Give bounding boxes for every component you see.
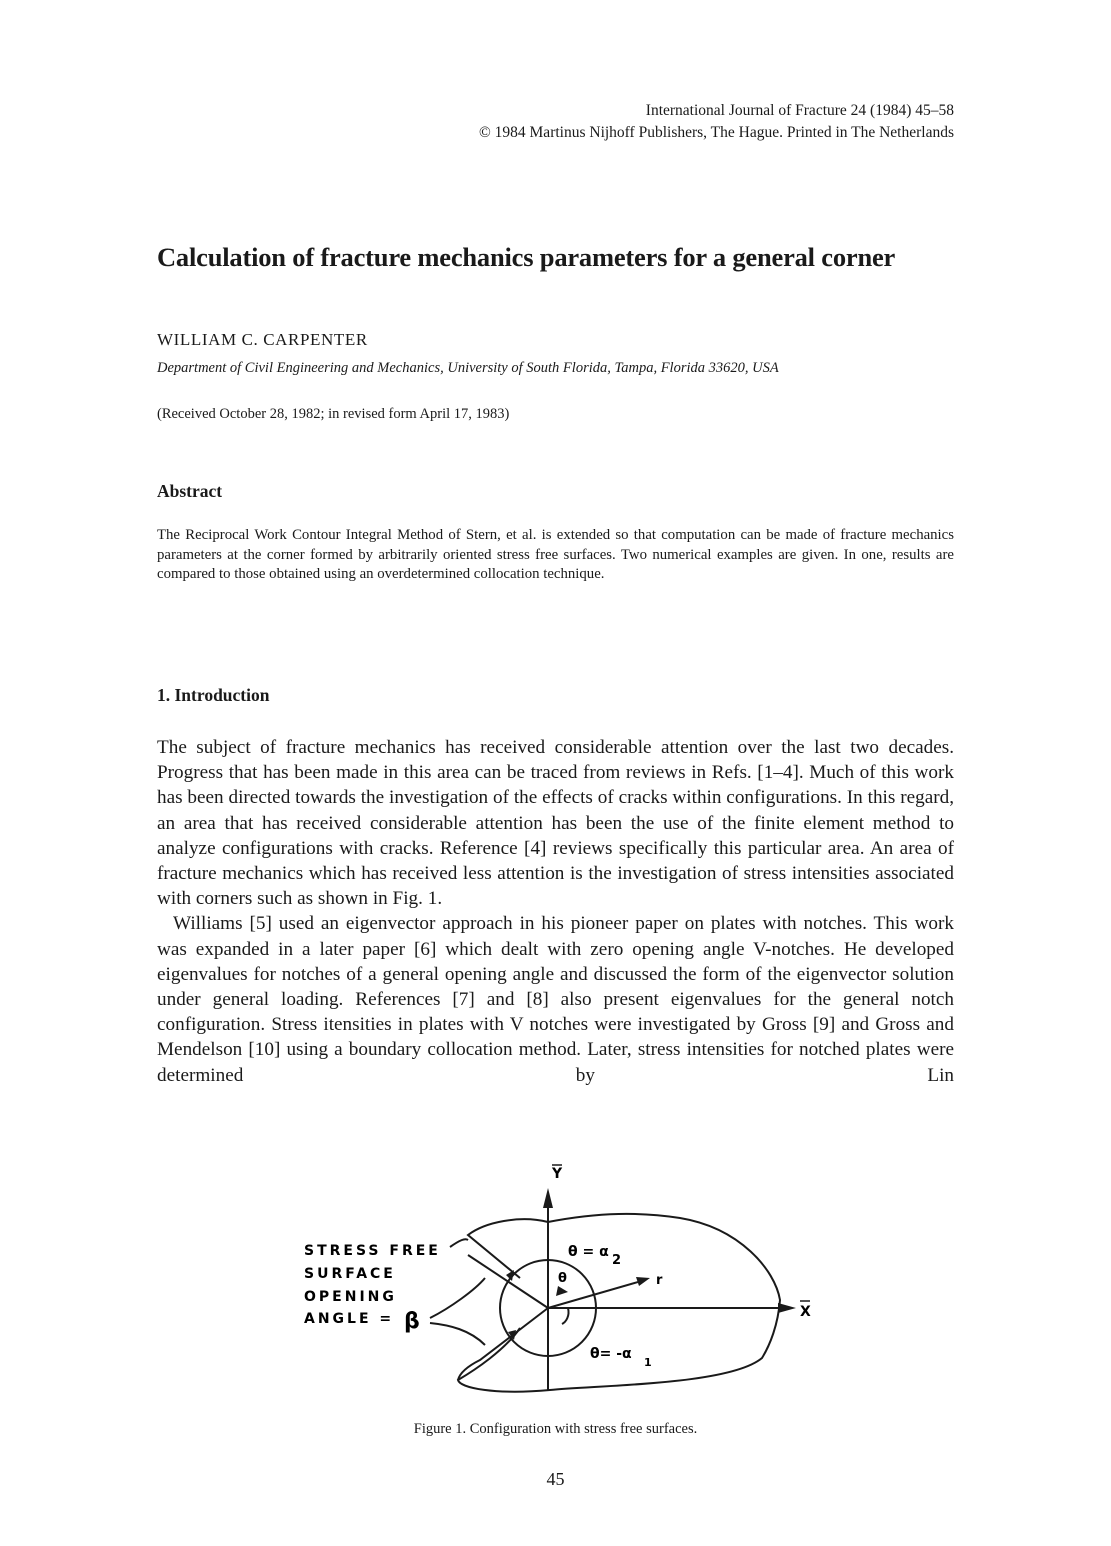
section-heading-introduction: 1. Introduction [157,685,270,705]
theta-label: θ [558,1271,567,1286]
theta-arrowhead [556,1286,568,1296]
theta-curve [562,1308,569,1324]
beta-symbol: β [404,1309,420,1334]
label-surface: SURFACE [304,1266,396,1282]
figure-caption: Figure 1. Configuration with stress free surfaces. [413,1421,698,1437]
r-arrowhead [636,1277,650,1286]
abstract-text: The Reciprocal Work Contour Integral Method of Stern, et al. is extended so that computation can be made of fracture mechanics parameters at the corner formed by arbitrarily oriented stress free surfaces. Two numerical examples are given. In one, results are compared to those obtained using an overdetermined collocation technique. [157,527,954,583]
page-number: 45 [546,1469,565,1489]
axis-y-label: Y [552,1166,563,1182]
journal-header [479,100,954,144]
label-angle: ANGLE = [304,1311,395,1327]
paragraph: The subject of fracture mechanics has received considerable attention over the last two decades. Progress that has been made in this area can be traced from reviews in Refs. [1–4]. Much of this work has been directed towards the investigation of the effects of cracks within configurations. In this regard, an area that has received considerable attention has been the use of the finite element method to analyze configurations with cracks. Reference [4] reviews specifically this particular area. An area of fracture mechanics which has received less attention is the investigation of stress intensities associated with corners such as shown in Fig. 1. [157,737,954,910]
abstract-heading: Abstract [157,481,223,501]
subscript-2: 2 [612,1253,622,1268]
author-affiliation: Department of Civil Engineering and Mechanics, University of South Florida, Tampa, Florida 33620, USA [157,360,779,376]
received-dates: (Received October 28, 1982; in revised form April 17, 1983) [157,406,510,422]
author-name: WILLIAM C. CARPENTER [157,330,368,349]
label-opening: OPENING [304,1289,397,1305]
x-arrowhead [778,1303,796,1313]
r-label: r [656,1273,663,1288]
leader-opening-bottom [430,1323,485,1345]
y-arrowhead [543,1188,553,1208]
copyright-line: © 1984 Martinus Nijhoff Publishers, The Hague. Printed in The Netherlands [479,124,954,141]
introduction-body [157,735,954,1088]
paper-title: Calculation of fracture mechanics parameters for a general corner [157,242,896,272]
leader-stress-free [450,1239,468,1247]
theta-alpha2-label: θ = α [568,1244,609,1260]
theta-alpha1-label: θ= -α [590,1346,632,1362]
subscript-1: 1 [644,1356,652,1369]
figure-1-diagram [300,1160,830,1400]
label-stress-free: STRESS FREE [304,1243,441,1259]
surface-lower [458,1308,548,1380]
paragraph: Williams [5] used an eigenvector approach in his pioneer paper on plates with notches. This work was expanded in a later paper [6] which dealt with zero opening angle V-notches. He developed eigenvalues for notches of a general opening angle and discussed the form of the eigenvector solution under general loading. References [7] and [8] also present eigenvalues for the general notch configuration. Stress itensities in plates with V notches were investigated by Gross [9] and Gross and Mendelson [10] using a boundary collocation method. Later, stress intensities for notched plates were determined by Lin [157,913,954,1086]
leader-opening-top [430,1278,485,1318]
journal-line: International Journal of Fracture 24 (1984) 45–58 [645,102,954,119]
axis-x-label: X [800,1304,811,1320]
boundary-upper [458,1214,780,1392]
